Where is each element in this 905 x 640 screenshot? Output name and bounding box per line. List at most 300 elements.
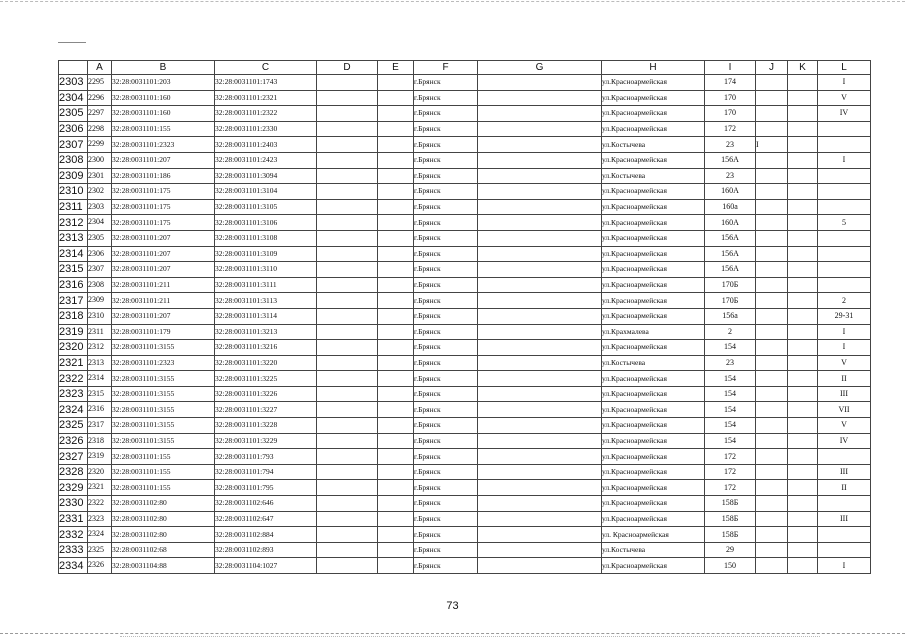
row-number: 2313 xyxy=(59,230,88,246)
row-number: 2306 xyxy=(59,121,88,137)
cell-f: г.Брянск xyxy=(414,433,478,449)
cell-g xyxy=(478,371,602,387)
cell-e xyxy=(378,277,414,293)
cell-i: 156а xyxy=(705,308,756,324)
cell-e xyxy=(378,90,414,106)
cell-b: 32:28:0031101:175 xyxy=(112,199,215,215)
cell-k xyxy=(788,402,818,418)
row-number: 2317 xyxy=(59,293,88,309)
cell-l xyxy=(818,246,871,262)
table-row xyxy=(59,418,871,434)
cell-k xyxy=(788,340,818,356)
cell-i: 150 xyxy=(705,558,756,574)
cell-l: II xyxy=(818,371,871,387)
table-row xyxy=(59,386,871,402)
cell-f: г.Брянск xyxy=(414,308,478,324)
cell-d xyxy=(317,371,378,387)
cell-a: 2318 xyxy=(88,433,112,449)
row-number: 2334 xyxy=(59,558,88,574)
cell-e xyxy=(378,168,414,184)
cell-h: ул.Красноармейская xyxy=(602,262,705,278)
cell-d xyxy=(317,90,378,106)
cell-c: 32:28:0031101:795 xyxy=(215,480,317,496)
cell-i: 172 xyxy=(705,121,756,137)
cell-c: 32:28:0031104:1027 xyxy=(215,558,317,574)
cell-g xyxy=(478,246,602,262)
cell-d xyxy=(317,246,378,262)
cell-b: 32:28:0031101:3155 xyxy=(112,371,215,387)
cell-h: ул. Красноармейская xyxy=(602,527,705,543)
cell-a: 2298 xyxy=(88,121,112,137)
cell-a: 2307 xyxy=(88,262,112,278)
cell-c: 32:28:0031101:3110 xyxy=(215,262,317,278)
table-row xyxy=(59,184,871,200)
cell-k xyxy=(788,137,818,153)
cell-b: 32:28:0031101:207 xyxy=(112,230,215,246)
cell-e xyxy=(378,542,414,558)
cell-a: 2313 xyxy=(88,355,112,371)
cell-h: ул.Красноармейская xyxy=(602,90,705,106)
table-row xyxy=(59,496,871,512)
cell-d xyxy=(317,184,378,200)
cell-c: 32:28:0031101:3216 xyxy=(215,340,317,356)
cell-e xyxy=(378,262,414,278)
cell-f: г.Брянск xyxy=(414,402,478,418)
cell-c: 32:28:0031101:3114 xyxy=(215,308,317,324)
cell-a: 2320 xyxy=(88,464,112,480)
cell-a: 2306 xyxy=(88,246,112,262)
cell-e xyxy=(378,418,414,434)
cell-h: ул.Красноармейская xyxy=(602,199,705,215)
cell-k xyxy=(788,480,818,496)
cell-e xyxy=(378,386,414,402)
cell-f: г.Брянск xyxy=(414,371,478,387)
cell-l: IV xyxy=(818,433,871,449)
table-row xyxy=(59,464,871,480)
cell-e xyxy=(378,137,414,153)
cell-a: 2304 xyxy=(88,215,112,231)
cell-h: ул.Красноармейская xyxy=(602,511,705,527)
cell-d xyxy=(317,511,378,527)
cell-a: 2308 xyxy=(88,277,112,293)
cell-j xyxy=(756,340,788,356)
cell-g xyxy=(478,480,602,496)
cell-d xyxy=(317,449,378,465)
cell-i: 160А xyxy=(705,215,756,231)
row-number: 2328 xyxy=(59,464,88,480)
cell-j xyxy=(756,75,788,91)
cell-l: VII xyxy=(818,402,871,418)
cell-a: 2310 xyxy=(88,308,112,324)
cell-c: 32:28:0031101:3228 xyxy=(215,418,317,434)
row-number: 2325 xyxy=(59,418,88,434)
cell-b: 32:28:0031101:155 xyxy=(112,121,215,137)
row-number: 2308 xyxy=(59,152,88,168)
cell-d xyxy=(317,324,378,340)
scan-edge-bottom-dotted xyxy=(120,636,820,637)
cell-k xyxy=(788,464,818,480)
cell-l: III xyxy=(818,511,871,527)
table-row xyxy=(59,527,871,543)
cell-c: 32:28:0031101:793 xyxy=(215,449,317,465)
cell-h: ул.Красноармейская xyxy=(602,402,705,418)
cell-h: ул.Костычева xyxy=(602,137,705,153)
cell-i: 156А xyxy=(705,262,756,278)
row-number: 2309 xyxy=(59,168,88,184)
row-number: 2329 xyxy=(59,480,88,496)
cell-j xyxy=(756,293,788,309)
cell-f: г.Брянск xyxy=(414,340,478,356)
cell-c: 32:28:0031101:1743 xyxy=(215,75,317,91)
cell-g xyxy=(478,527,602,543)
cell-i: 170 xyxy=(705,90,756,106)
cell-f: г.Брянск xyxy=(414,277,478,293)
cell-e xyxy=(378,324,414,340)
cell-e xyxy=(378,121,414,137)
cell-e xyxy=(378,464,414,480)
cell-h: ул.Костычева xyxy=(602,168,705,184)
cell-j xyxy=(756,324,788,340)
scan-edge-bottom xyxy=(0,633,905,634)
cell-k xyxy=(788,230,818,246)
cell-f: г.Брянск xyxy=(414,449,478,465)
cell-a: 2326 xyxy=(88,558,112,574)
cell-i: 156А xyxy=(705,246,756,262)
cell-b: 32:28:0031101:175 xyxy=(112,215,215,231)
cell-l xyxy=(818,527,871,543)
cell-g xyxy=(478,277,602,293)
cell-l: IV xyxy=(818,106,871,122)
cell-j xyxy=(756,511,788,527)
row-number: 2311 xyxy=(59,199,88,215)
page-number: 73 xyxy=(446,600,459,612)
cell-f: г.Брянск xyxy=(414,355,478,371)
cell-a: 2315 xyxy=(88,386,112,402)
cell-f: г.Брянск xyxy=(414,480,478,496)
cell-l xyxy=(818,542,871,558)
table-row xyxy=(59,246,871,262)
cell-j xyxy=(756,480,788,496)
table-row xyxy=(59,340,871,356)
cell-h: ул.Красноармейская xyxy=(602,386,705,402)
cell-h: ул.Красноармейская xyxy=(602,75,705,91)
cell-g xyxy=(478,308,602,324)
cell-c: 32:28:0031101:3111 xyxy=(215,277,317,293)
cell-l: I xyxy=(818,558,871,574)
cell-f: г.Брянск xyxy=(414,246,478,262)
cell-b: 32:28:0031101:203 xyxy=(112,75,215,91)
cell-e xyxy=(378,293,414,309)
cell-d xyxy=(317,386,378,402)
cell-e xyxy=(378,480,414,496)
cell-k xyxy=(788,496,818,512)
cell-e xyxy=(378,75,414,91)
table-row xyxy=(59,511,871,527)
cell-d xyxy=(317,402,378,418)
cell-l: V xyxy=(818,90,871,106)
cell-a: 2322 xyxy=(88,496,112,512)
cell-i: 154 xyxy=(705,402,756,418)
cell-g xyxy=(478,230,602,246)
cell-g xyxy=(478,121,602,137)
cell-f: г.Брянск xyxy=(414,106,478,122)
cell-l xyxy=(818,230,871,246)
cell-a: 2300 xyxy=(88,152,112,168)
cell-j xyxy=(756,496,788,512)
cell-b: 32:28:0031101:155 xyxy=(112,464,215,480)
cell-e xyxy=(378,215,414,231)
cell-e xyxy=(378,511,414,527)
cell-b: 32:28:0031102:80 xyxy=(112,511,215,527)
header-corner-edge xyxy=(58,42,86,61)
cell-c: 32:28:0031101:794 xyxy=(215,464,317,480)
cell-c: 32:28:0031101:3225 xyxy=(215,371,317,387)
column-header-l: L xyxy=(818,61,871,75)
cell-l: I xyxy=(818,75,871,91)
cell-e xyxy=(378,308,414,324)
table-row xyxy=(59,152,871,168)
cell-l: III xyxy=(818,386,871,402)
row-number: 2323 xyxy=(59,386,88,402)
cell-i: 23 xyxy=(705,137,756,153)
cell-g xyxy=(478,496,602,512)
row-number: 2324 xyxy=(59,402,88,418)
cell-d xyxy=(317,152,378,168)
row-number: 2316 xyxy=(59,277,88,293)
table-row xyxy=(59,371,871,387)
cell-d xyxy=(317,215,378,231)
cell-g xyxy=(478,152,602,168)
cell-f: г.Брянск xyxy=(414,215,478,231)
cell-k xyxy=(788,199,818,215)
column-header-a: A xyxy=(88,61,112,75)
cell-i: 2 xyxy=(705,324,756,340)
cell-i: 170Б xyxy=(705,277,756,293)
cell-f: г.Брянск xyxy=(414,324,478,340)
cell-d xyxy=(317,527,378,543)
cell-l: III xyxy=(818,464,871,480)
cell-i: 170Б xyxy=(705,293,756,309)
cell-c: 32:28:0031101:3106 xyxy=(215,215,317,231)
cell-g xyxy=(478,386,602,402)
cell-k xyxy=(788,168,818,184)
cell-e xyxy=(378,449,414,465)
cell-a: 2324 xyxy=(88,527,112,543)
cell-g xyxy=(478,215,602,231)
cell-k xyxy=(788,75,818,91)
cell-g xyxy=(478,418,602,434)
cell-j xyxy=(756,402,788,418)
cell-h: ул.Красноармейская xyxy=(602,418,705,434)
cell-j xyxy=(756,121,788,137)
cell-h: ул.Красноармейская xyxy=(602,480,705,496)
cell-j xyxy=(756,449,788,465)
cell-g xyxy=(478,340,602,356)
cell-b: 32:28:0031101:211 xyxy=(112,293,215,309)
cell-f: г.Брянск xyxy=(414,511,478,527)
cell-i: 154 xyxy=(705,371,756,387)
cell-d xyxy=(317,75,378,91)
cell-k xyxy=(788,277,818,293)
cell-l xyxy=(818,496,871,512)
cell-b: 32:28:0031101:211 xyxy=(112,277,215,293)
cell-d xyxy=(317,106,378,122)
cell-c: 32:28:0031101:3108 xyxy=(215,230,317,246)
cell-j xyxy=(756,386,788,402)
table-row xyxy=(59,433,871,449)
column-header-i: I xyxy=(705,61,756,75)
scan-edge-top xyxy=(0,1,905,2)
cell-i: 158Б xyxy=(705,527,756,543)
cell-e xyxy=(378,433,414,449)
row-number: 2307 xyxy=(59,137,88,153)
cell-k xyxy=(788,433,818,449)
cell-a: 2295 xyxy=(88,75,112,91)
cell-f: г.Брянск xyxy=(414,262,478,278)
cell-g xyxy=(478,464,602,480)
table-row xyxy=(59,215,871,231)
cell-j xyxy=(756,308,788,324)
cell-k xyxy=(788,215,818,231)
cell-k xyxy=(788,558,818,574)
cell-g xyxy=(478,511,602,527)
cell-a: 2325 xyxy=(88,542,112,558)
cell-h: ул.Красноармейская xyxy=(602,558,705,574)
cell-h: ул.Красноармейская xyxy=(602,340,705,356)
cell-h: ул.Красноармейская xyxy=(602,184,705,200)
cell-h: ул.Красноармейская xyxy=(602,106,705,122)
cell-j xyxy=(756,371,788,387)
cell-i: 154 xyxy=(705,418,756,434)
cell-c: 32:28:0031101:3105 xyxy=(215,199,317,215)
row-number: 2305 xyxy=(59,106,88,122)
cell-i: 158Б xyxy=(705,511,756,527)
column-header-e: E xyxy=(378,61,414,75)
cell-j xyxy=(756,215,788,231)
cell-j xyxy=(756,262,788,278)
cell-l: V xyxy=(818,355,871,371)
cell-f: г.Брянск xyxy=(414,121,478,137)
cell-k xyxy=(788,542,818,558)
row-number: 2327 xyxy=(59,449,88,465)
cell-j xyxy=(756,558,788,574)
cell-b: 32:28:0031102:68 xyxy=(112,542,215,558)
cell-a: 2323 xyxy=(88,511,112,527)
cell-c: 32:28:0031102:647 xyxy=(215,511,317,527)
cell-f: г.Брянск xyxy=(414,90,478,106)
cell-b: 32:28:0031101:3155 xyxy=(112,433,215,449)
cell-k xyxy=(788,449,818,465)
cell-d xyxy=(317,542,378,558)
cell-i: 172 xyxy=(705,464,756,480)
cell-g xyxy=(478,558,602,574)
cell-c: 32:28:0031101:2322 xyxy=(215,106,317,122)
table-row xyxy=(59,137,871,153)
cell-a: 2301 xyxy=(88,168,112,184)
cell-h: ул.Костычева xyxy=(602,355,705,371)
cell-g xyxy=(478,106,602,122)
table-row xyxy=(59,199,871,215)
column-header-h: H xyxy=(602,61,705,75)
row-number: 2304 xyxy=(59,90,88,106)
cell-j xyxy=(756,355,788,371)
cell-b: 32:28:0031101:160 xyxy=(112,90,215,106)
cell-a: 2299 xyxy=(88,137,112,153)
cell-k xyxy=(788,121,818,137)
table-row xyxy=(59,75,871,91)
cell-a: 2305 xyxy=(88,230,112,246)
cell-b: 32:28:0031101:155 xyxy=(112,449,215,465)
cell-d xyxy=(317,230,378,246)
cell-b: 32:28:0031101:3155 xyxy=(112,402,215,418)
cell-f: г.Брянск xyxy=(414,199,478,215)
cell-h: ул.Красноармейская xyxy=(602,308,705,324)
table-row xyxy=(59,402,871,418)
cell-j xyxy=(756,106,788,122)
cell-a: 2312 xyxy=(88,340,112,356)
cell-b: 32:28:0031101:3155 xyxy=(112,340,215,356)
table-row xyxy=(59,168,871,184)
table-row xyxy=(59,121,871,137)
cell-b: 32:28:0031102:80 xyxy=(112,527,215,543)
cell-a: 2303 xyxy=(88,199,112,215)
cell-l: 29-31 xyxy=(818,308,871,324)
spreadsheet-table xyxy=(58,60,871,574)
cell-c: 32:28:0031101:3213 xyxy=(215,324,317,340)
cell-b: 32:28:0031101:2323 xyxy=(112,355,215,371)
cell-b: 32:28:0031101:179 xyxy=(112,324,215,340)
cell-d xyxy=(317,168,378,184)
cell-g xyxy=(478,262,602,278)
cell-b: 32:28:0031101:207 xyxy=(112,246,215,262)
cell-a: 2311 xyxy=(88,324,112,340)
table-row xyxy=(59,262,871,278)
cell-i: 160а xyxy=(705,199,756,215)
cell-c: 32:28:0031101:3094 xyxy=(215,168,317,184)
cell-h: ул.Красноармейская xyxy=(602,293,705,309)
cell-f: г.Брянск xyxy=(414,137,478,153)
table-row xyxy=(59,106,871,122)
cell-d xyxy=(317,293,378,309)
cell-c: 32:28:0031102:646 xyxy=(215,496,317,512)
cell-j xyxy=(756,246,788,262)
cell-h: ул.Красноармейская xyxy=(602,152,705,168)
cell-j xyxy=(756,230,788,246)
cell-a: 2297 xyxy=(88,106,112,122)
cell-l: I xyxy=(818,324,871,340)
cell-b: 32:28:0031101:207 xyxy=(112,308,215,324)
column-header-g: G xyxy=(478,61,602,75)
cell-l xyxy=(818,262,871,278)
cell-d xyxy=(317,558,378,574)
row-number: 2320 xyxy=(59,340,88,356)
cell-d xyxy=(317,121,378,137)
cell-h: ул.Красноармейская xyxy=(602,433,705,449)
cell-d xyxy=(317,464,378,480)
table-row xyxy=(59,355,871,371)
cell-k xyxy=(788,355,818,371)
cell-d xyxy=(317,433,378,449)
cell-f: г.Брянск xyxy=(414,386,478,402)
cell-c: 32:28:0031101:2423 xyxy=(215,152,317,168)
cell-l xyxy=(818,199,871,215)
cell-e xyxy=(378,558,414,574)
cell-g xyxy=(478,75,602,91)
cell-f: г.Брянск xyxy=(414,496,478,512)
cell-f: г.Брянск xyxy=(414,464,478,480)
row-number: 2318 xyxy=(59,308,88,324)
cell-e xyxy=(378,402,414,418)
